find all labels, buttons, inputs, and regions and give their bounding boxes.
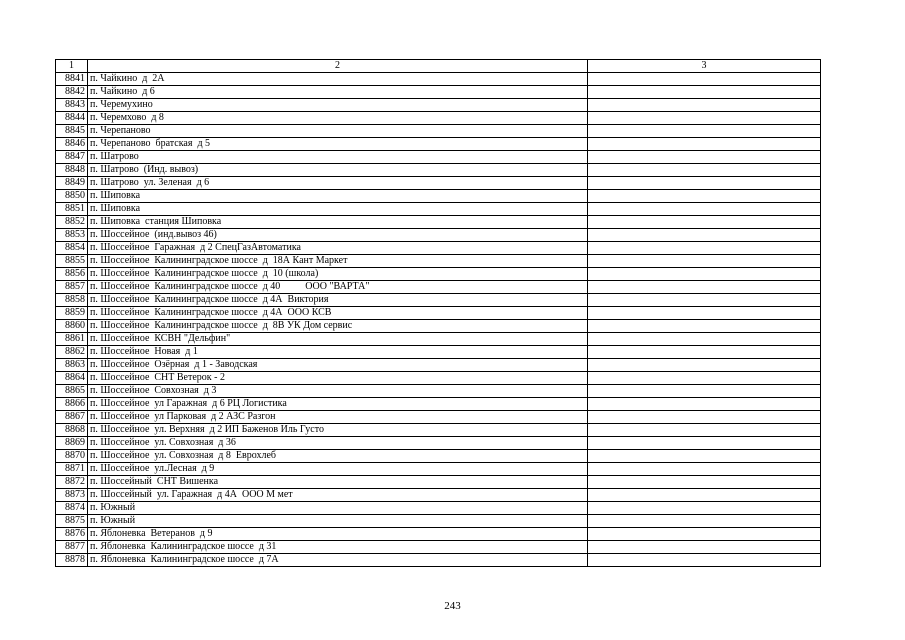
row-number-cell: 8872 (56, 476, 88, 489)
address-cell: п. Шоссейное Гаражная д 2 СпецГазАвтоматика (88, 242, 588, 255)
note-cell (588, 515, 821, 528)
address-cell: п. Шоссейное Калининградское шоссе д 8В УК Дом сервис (88, 320, 588, 333)
note-cell (588, 359, 821, 372)
table-row (56, 346, 821, 359)
table-row (56, 190, 821, 203)
note-cell (588, 307, 821, 320)
note-cell (588, 151, 821, 164)
table-row (56, 151, 821, 164)
column-header-2: 2 (88, 60, 588, 73)
table-row (56, 73, 821, 86)
row-number-cell: 8868 (56, 424, 88, 437)
row-number-cell: 8856 (56, 268, 88, 281)
row-number-cell: 8847 (56, 151, 88, 164)
note-cell (588, 424, 821, 437)
address-cell: п. Черепаново (88, 125, 588, 138)
table-row (56, 398, 821, 411)
row-number-cell: 8862 (56, 346, 88, 359)
column-header-3: 3 (588, 60, 821, 73)
table-row (56, 463, 821, 476)
address-cell: п. Шоссейное ул Гаражная д 6 РЦ Логистика (88, 398, 588, 411)
address-cell: п. Шоссейное (инд.вывоз 46) (88, 229, 588, 242)
address-cell: п. Шоссейный ул. Гаражная д 4А ООО М мет (88, 489, 588, 502)
table-row (56, 268, 821, 281)
page-number: 243 (444, 600, 461, 612)
table-row (56, 359, 821, 372)
table-row (56, 450, 821, 463)
note-cell (588, 398, 821, 411)
address-cell: п. Шоссейное Озёрная д 1 - Заводская (88, 359, 588, 372)
note-cell (588, 411, 821, 424)
table-row (56, 99, 821, 112)
address-cell: п. Шоссейное Калининградское шоссе д 4А ООО КСВ (88, 307, 588, 320)
address-cell: п. Чайкино д 6 (88, 86, 588, 99)
table-row (56, 203, 821, 216)
address-cell: п. Шоссейное Калининградское шоссе д 18А Кант Маркет (88, 255, 588, 268)
table-row (56, 385, 821, 398)
row-number-cell: 8865 (56, 385, 88, 398)
column-header-1: 1 (56, 60, 88, 73)
address-cell: п. Шатрово ул. Зеленая д 6 (88, 177, 588, 190)
table-row (56, 307, 821, 320)
row-number-cell: 8845 (56, 125, 88, 138)
note-cell (588, 125, 821, 138)
row-number-cell: 8846 (56, 138, 88, 151)
table-row (56, 528, 821, 541)
note-cell (588, 554, 821, 567)
table-row (56, 86, 821, 99)
address-cell: п. Шоссейное Калининградское шоссе д 40 ООО "ВАРТА" (88, 281, 588, 294)
note-cell (588, 86, 821, 99)
address-cell: п. Чайкино д 2А (88, 73, 588, 86)
note-cell (588, 502, 821, 515)
row-number-cell: 8861 (56, 333, 88, 346)
row-number-cell: 8860 (56, 320, 88, 333)
note-cell (588, 255, 821, 268)
note-cell (588, 203, 821, 216)
address-cell: п. Южный (88, 502, 588, 515)
address-cell: п. Шоссейное ул. Совхозная д 36 (88, 437, 588, 450)
row-number-cell: 8851 (56, 203, 88, 216)
table-row (56, 476, 821, 489)
note-cell (588, 190, 821, 203)
address-cell: п. Шиповка станция Шиповка (88, 216, 588, 229)
row-number-cell: 8852 (56, 216, 88, 229)
row-number-cell: 8857 (56, 281, 88, 294)
note-cell (588, 320, 821, 333)
row-number-cell: 8876 (56, 528, 88, 541)
note-cell (588, 164, 821, 177)
address-cell: п. Шиповка (88, 190, 588, 203)
row-number-cell: 8858 (56, 294, 88, 307)
address-cell: п. Шатрово (Инд. вывоз) (88, 164, 588, 177)
row-number-cell: 8878 (56, 554, 88, 567)
table-row (56, 541, 821, 554)
address-cell: п. Шоссейное Калининградское шоссе д 4А Виктория (88, 294, 588, 307)
note-cell (588, 450, 821, 463)
table-row (56, 437, 821, 450)
row-number-cell: 8855 (56, 255, 88, 268)
address-cell: п. Шоссейное КСВН "Дельфин" (88, 333, 588, 346)
row-number-cell: 8843 (56, 99, 88, 112)
note-cell (588, 177, 821, 190)
table-row (56, 554, 821, 567)
row-number-cell: 8873 (56, 489, 88, 502)
address-cell: п. Шоссейное ул Парковая д 2 АЗС Разгон (88, 411, 588, 424)
address-cell: п. Яблоневка Ветеранов д 9 (88, 528, 588, 541)
table-row (56, 333, 821, 346)
note-cell (588, 346, 821, 359)
address-cell: п. Шоссейное Совхозная д 3 (88, 385, 588, 398)
note-cell (588, 99, 821, 112)
table-row (56, 125, 821, 138)
address-cell: п. Яблоневка Калининградское шоссе д 7А (88, 554, 588, 567)
table-row (56, 294, 821, 307)
row-number-cell: 8853 (56, 229, 88, 242)
row-number-cell: 8871 (56, 463, 88, 476)
row-number-cell: 8849 (56, 177, 88, 190)
note-cell (588, 281, 821, 294)
note-cell (588, 476, 821, 489)
note-cell (588, 437, 821, 450)
table-row (56, 255, 821, 268)
row-number-cell: 8854 (56, 242, 88, 255)
table-row (56, 411, 821, 424)
note-cell (588, 268, 821, 281)
row-number-cell: 8877 (56, 541, 88, 554)
address-cell: п. Черепаново братская д 5 (88, 138, 588, 151)
row-number-cell: 8875 (56, 515, 88, 528)
row-number-cell: 8863 (56, 359, 88, 372)
address-cell: п. Шоссейный СНТ Вишенка (88, 476, 588, 489)
address-cell: п. Шиповка (88, 203, 588, 216)
note-cell (588, 138, 821, 151)
address-cell: п. Яблоневка Калининградское шоссе д 31 (88, 541, 588, 554)
address-cell: п. Шоссейное ул.Лесная д 9 (88, 463, 588, 476)
address-cell: п. Шоссейное ул. Верхняя д 2 ИП Баженов Иль Густо (88, 424, 588, 437)
address-cell: п. Шатрово (88, 151, 588, 164)
address-cell: п. Шоссейное Калининградское шоссе д 10 (школа) (88, 268, 588, 281)
table-row (56, 177, 821, 190)
row-number-cell: 8844 (56, 112, 88, 125)
address-cell: п. Южный (88, 515, 588, 528)
row-number-cell: 8859 (56, 307, 88, 320)
row-number-cell: 8869 (56, 437, 88, 450)
table-row (56, 515, 821, 528)
row-number-cell: 8842 (56, 86, 88, 99)
address-cell: п. Шоссейное ул. Совхозная д 8 Еврохлеб (88, 450, 588, 463)
row-number-cell: 8870 (56, 450, 88, 463)
table-row (56, 502, 821, 515)
note-cell (588, 463, 821, 476)
address-table-container (55, 59, 820, 567)
table-row (56, 320, 821, 333)
address-cell: п. Черемухино (88, 99, 588, 112)
note-cell (588, 372, 821, 385)
address-cell: п. Шоссейное СНТ Ветерок - 2 (88, 372, 588, 385)
table-row (56, 138, 821, 151)
row-number-cell: 8850 (56, 190, 88, 203)
table-row (56, 424, 821, 437)
note-cell (588, 216, 821, 229)
note-cell (588, 294, 821, 307)
note-cell (588, 385, 821, 398)
address-cell: п. Шоссейное Новая д 1 (88, 346, 588, 359)
table-row (56, 372, 821, 385)
note-cell (588, 242, 821, 255)
row-number-cell: 8848 (56, 164, 88, 177)
note-cell (588, 229, 821, 242)
table-row (56, 489, 821, 502)
row-number-cell: 8874 (56, 502, 88, 515)
note-cell (588, 73, 821, 86)
row-number-cell: 8867 (56, 411, 88, 424)
address-cell: п. Черемхово д 8 (88, 112, 588, 125)
table-header-row (56, 60, 821, 73)
table-row (56, 164, 821, 177)
note-cell (588, 541, 821, 554)
row-number-cell: 8841 (56, 73, 88, 86)
table-row (56, 216, 821, 229)
address-table (55, 59, 821, 567)
table-row (56, 229, 821, 242)
address-table-body (56, 60, 821, 567)
table-row (56, 281, 821, 294)
table-row (56, 242, 821, 255)
row-number-cell: 8866 (56, 398, 88, 411)
row-number-cell: 8864 (56, 372, 88, 385)
note-cell (588, 333, 821, 346)
note-cell (588, 528, 821, 541)
note-cell (588, 489, 821, 502)
note-cell (588, 112, 821, 125)
table-row (56, 112, 821, 125)
